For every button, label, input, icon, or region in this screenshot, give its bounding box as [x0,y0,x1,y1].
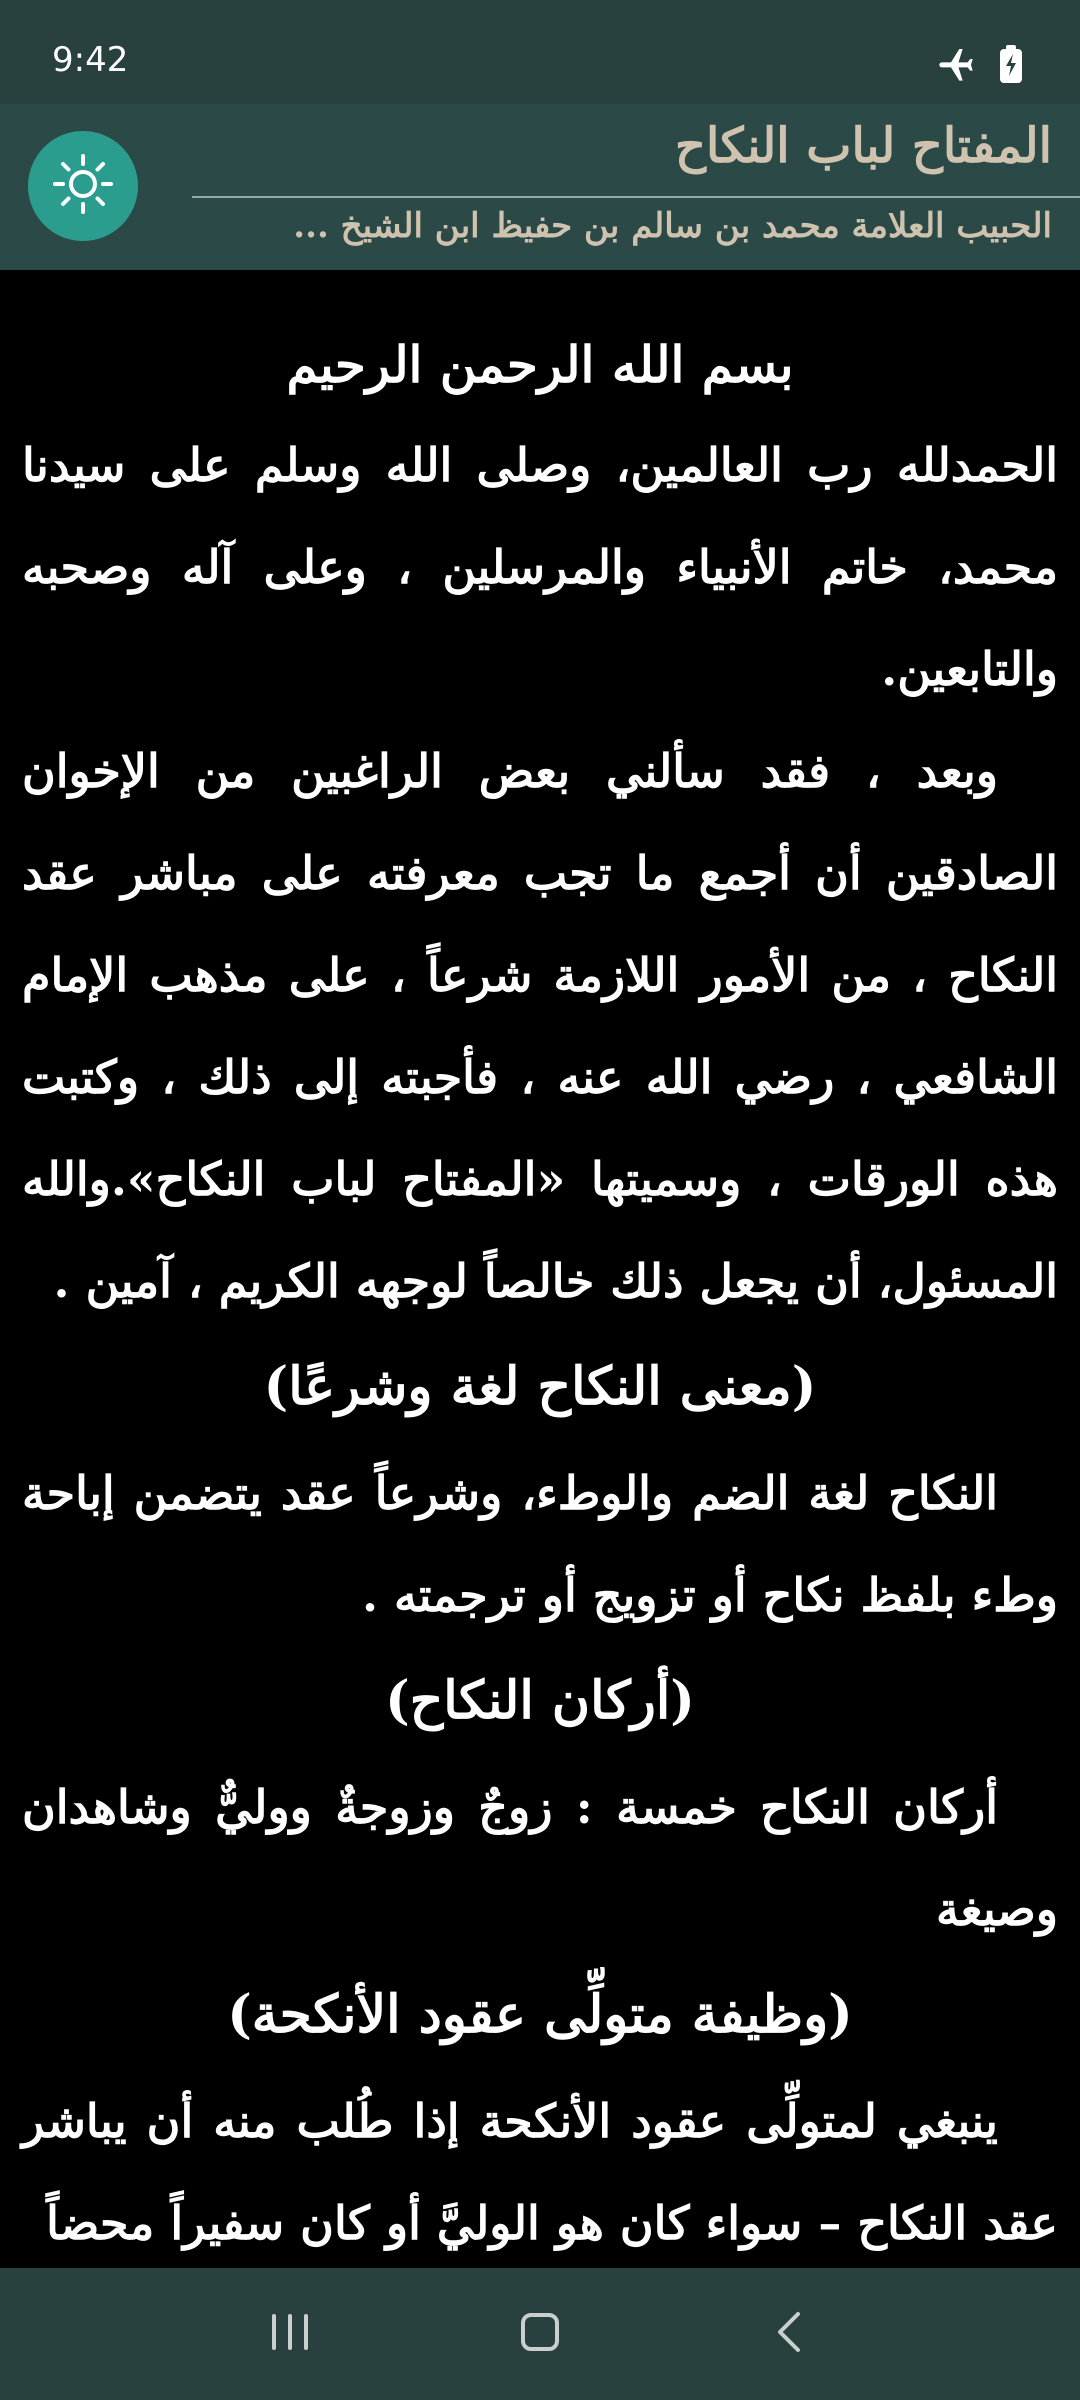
app-header [0,104,1080,270]
meaning-paragraph: النكاح لغة الضم والوطء، وشرعاً عقد يتضمن إباحة وطء بلفظ نكاح أو تزويج أو ترجمته . [22,1466,1058,1622]
section-heading-pillars: (أركان النكاح) [385,1670,695,1731]
status-time: 9:42 [52,40,129,80]
header-divider [192,196,1080,198]
basmala: بسم الله الرحمن الرحيم [286,335,794,394]
sun-icon [51,152,115,220]
recent-apps-button[interactable] [260,2304,320,2364]
status-bar [0,0,1080,104]
book-title: المفتاح لباب النكاح [675,118,1052,174]
back-icon [770,2308,810,2360]
duty-paragraph: ينبغي لمتولِّى عقود الأنكحة إذا طُلب منه أن يباشر عقد النكاح – سواء كان هو الوليَّ أو كان سفيراً محضاً [22,2094,1058,2250]
recent-apps-icon [266,2310,314,2358]
home-button[interactable] [510,2304,570,2364]
theme-toggle-button[interactable] [28,131,138,241]
intro-paragraph: الحمدلله رب العالمين، وصلى الله وسلم على سيدنا محمد، خاتم الأنبياء والمرسلين ، وعلى آله وصحبه والتابعين. [22,438,1058,696]
reason-paragraph: وبعد ، فقد سألني بعض الراغبين من الإخوان الصادقين أن أجمع ما تجب معرفته على مباشر عقد النكاح ، من الأمور اللازمة شرعاً ، على مذهب الإمام الشافعي ، رضي الله عنه ، فأجبته إلى ذلك ، وكتبت هذه الورقات ، وسميتها «المفتاح لباب النكاح».والله المسئول، أن يجعل ذلك خالصاً لوجهه الكريم ، آمين . [22,744,1058,1308]
home-icon [518,2310,562,2358]
system-nav-bar [0,2268,1080,2400]
status-icons [936,44,1024,88]
section-heading-duty: (وظيفة متولِّى عقود الأنكحة) [227,1984,853,2045]
page-text [0,270,1080,2268]
airplane-icon [936,44,976,88]
pillars-paragraph: أركان النكاح خمسة : زوجٌ وزوجةٌ ووليٌّ وشاهدان وصيغة [22,1780,1058,1936]
author-subtitle: الحبيب العلامة محمد بن سالم بن حفيظ ابن الشيخ ... [293,206,1052,246]
reader-content[interactable] [0,270,1080,2268]
back-button[interactable] [760,2304,820,2364]
section-heading-meaning: (معنى النكاح لغة وشرعًا) [263,1356,817,1417]
battery-charging-icon [998,44,1024,88]
